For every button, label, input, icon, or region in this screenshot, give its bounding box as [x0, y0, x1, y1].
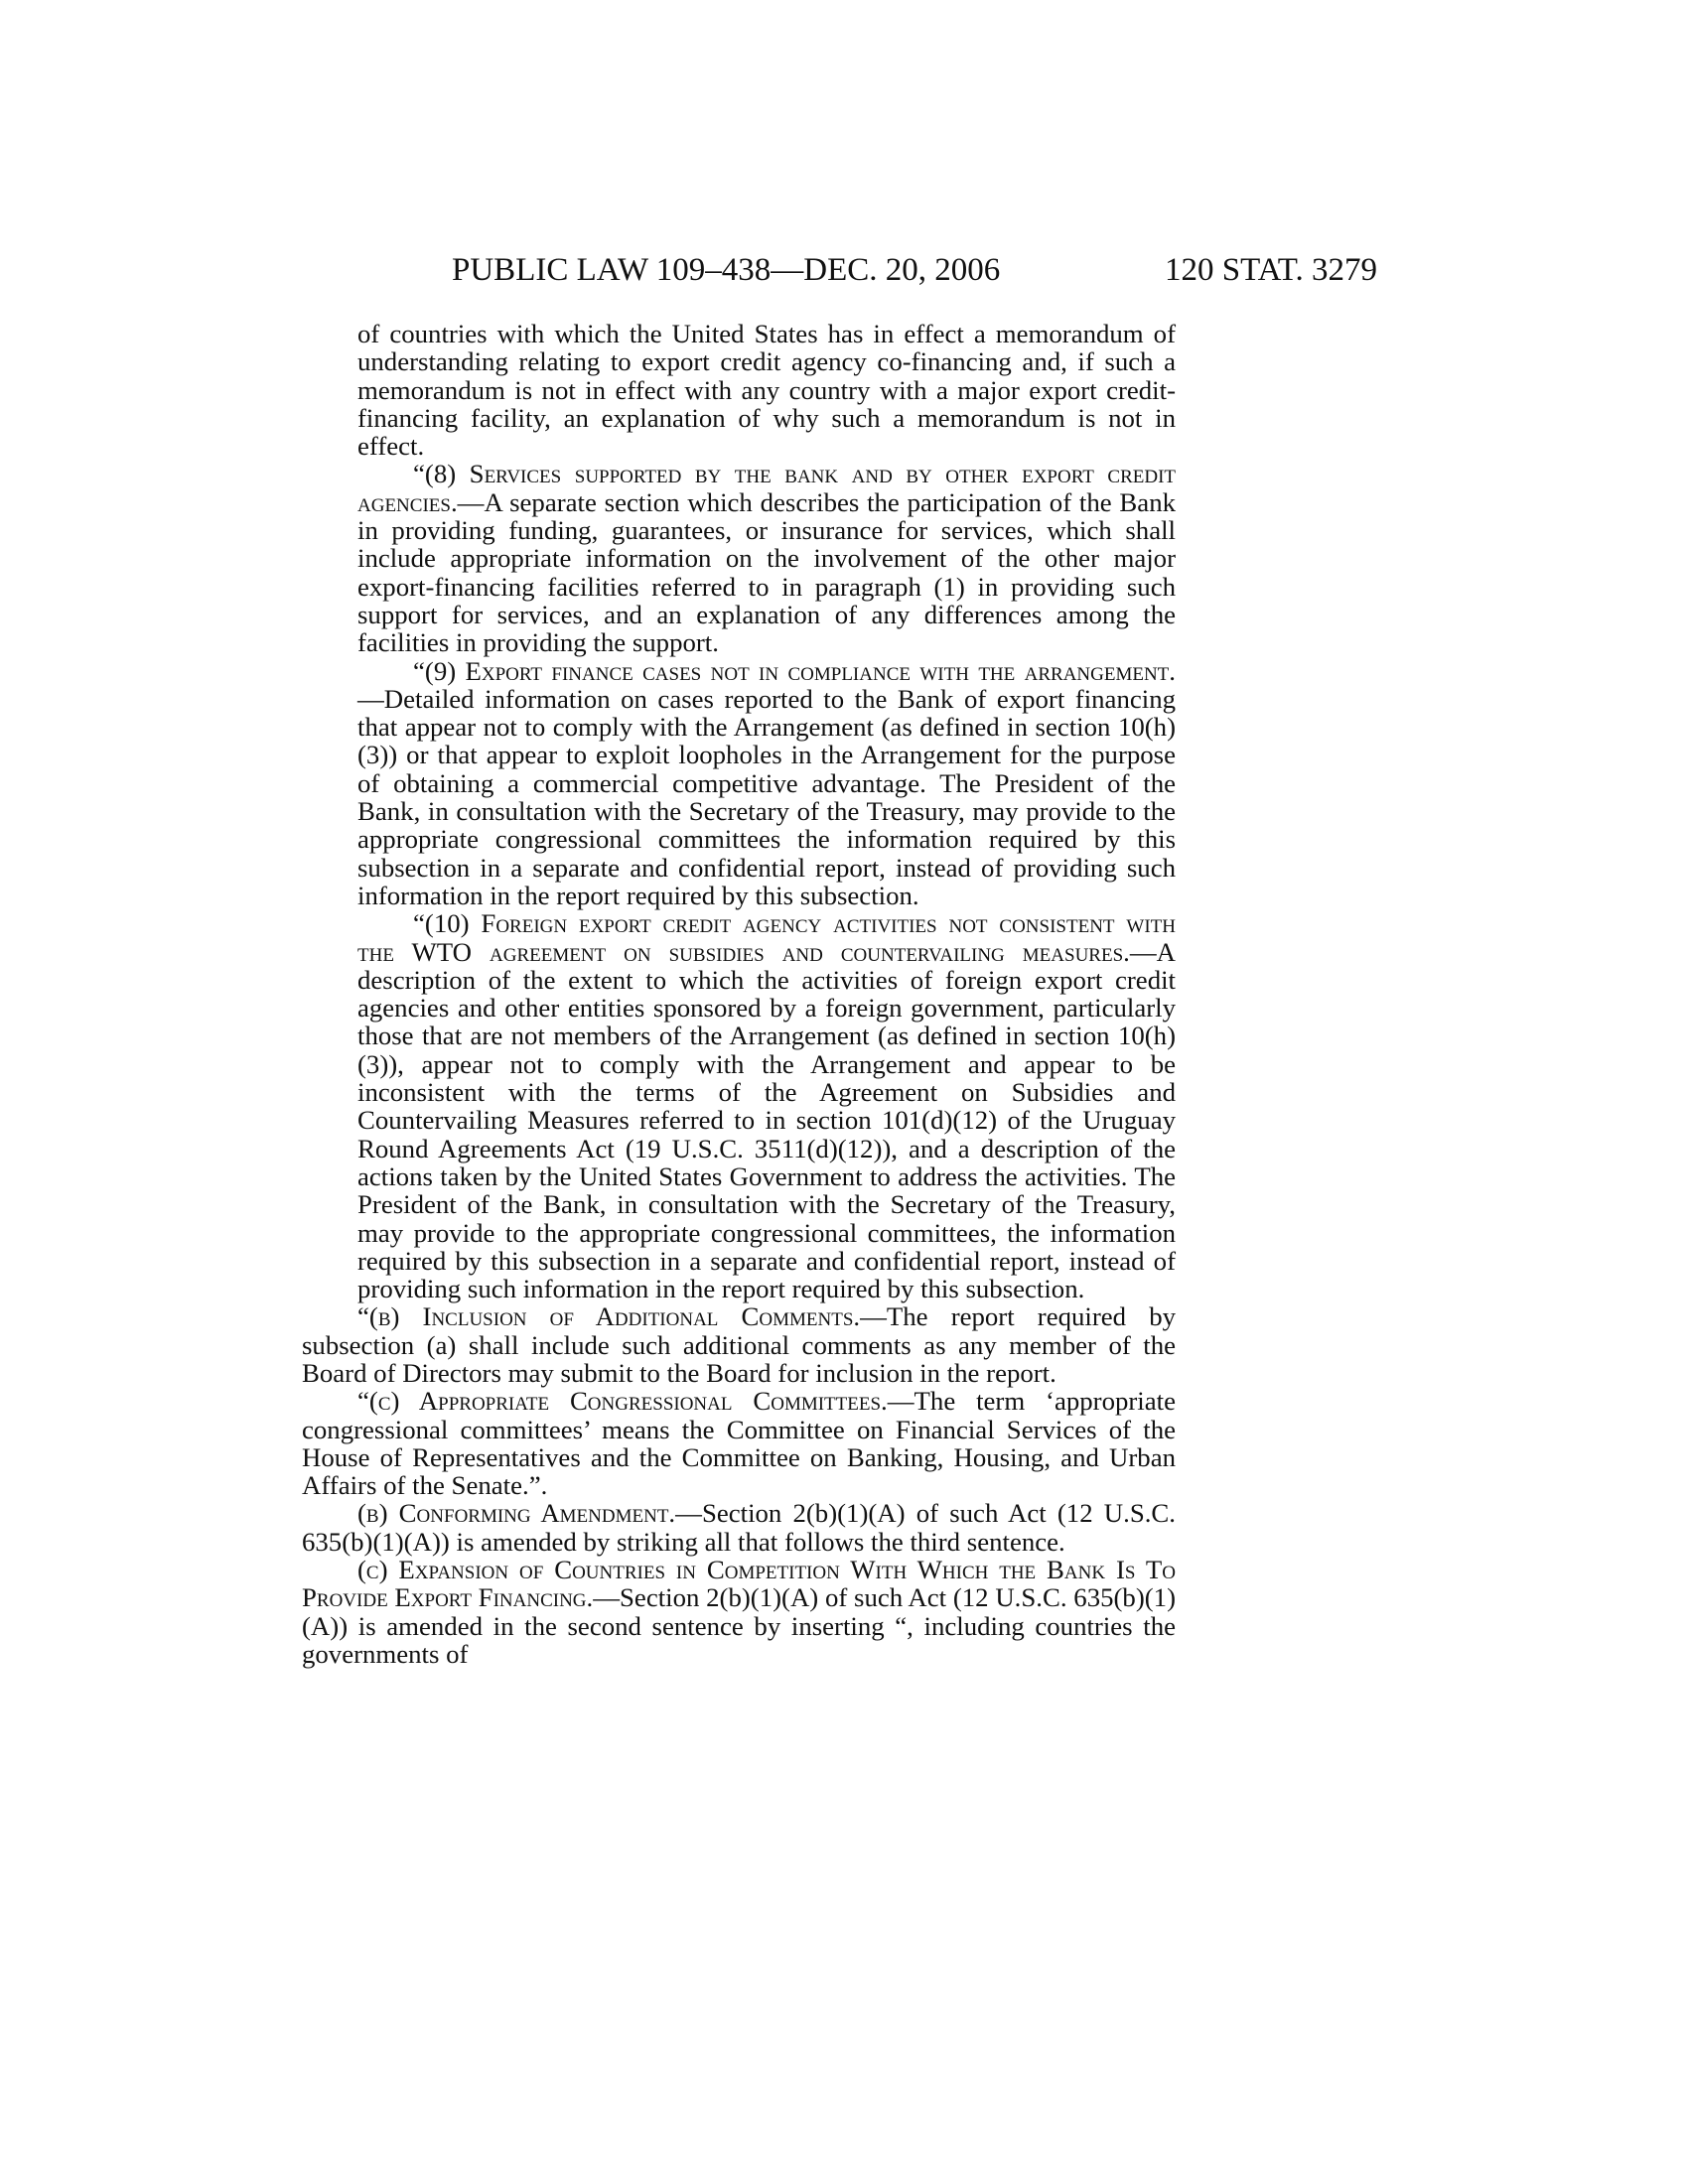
conforming-amendment — [302, 1499, 1176, 1556]
body-text — [302, 320, 1176, 1668]
paragraph-7-text: of countries with which the United States has in effect a memorandum of understanding relating to export credit agency co-financing and, if such a memorandum is not in effect with any country with a major export credit-financing facility, an explanation of why such a memorandum is not in effect. — [357, 319, 1176, 462]
conforming-amendment-text: —Section 2(b)(1)(A) of such Act (12 U.S.C. 635(b)(1)(A)) is amended by striking all that follows the third sentence. — [302, 1498, 1176, 1557]
subsection-c — [302, 1387, 1176, 1499]
header-law-citation: PUBLIC LAW 109–438—DEC. 20, 2006 — [452, 252, 1001, 288]
subsection-a-paragraphs — [302, 320, 1176, 1302]
paragraph-9 — [357, 657, 1176, 910]
expansion-of-countries-text: —Section 2(b)(1)(A) of such Act (12 U.S.C. 635(b)(1)(A)) is amended in the second sentence by inserting “, including countries the governments of — [302, 1582, 1176, 1669]
subsection-b — [302, 1302, 1176, 1387]
paragraph-10 — [357, 909, 1176, 1302]
paragraph-10-text: —A description of the extent to which the activities of foreign export credit agencies and other entities sponsored by a foreign government, particularly those that are not members of the Arrangement (as defined in section 10(h)(3)), appear not to comply with the Arrangement and appear to be inconsistent with the terms of the Agreement on Subsidies and Countervailing Measures referred to in section 101(d)(12) of the Uruguay Round Agreements Act (19 U.S.C. 3511(d)(12)), and a description of the actions taken by the United States Government to address the activities. The President of the Bank, in consultation with the Secretary of the Treasury, may provide to the appropriate congressional committees, the information required by this subsection in a separate and confidential report, instead of providing such information in the report required by this subsection. — [357, 936, 1176, 1304]
paragraph-8 — [357, 460, 1176, 656]
subsection-b-text: —The report required by subsection (a) shall include such additional comments as any member of the Board of Directors may submit to the Board for inclusion in the report. — [302, 1301, 1176, 1388]
expansion-of-countries-heading: (c) Expansion of Countries in Competition With Which the Bank Is To Provide Export Financing. — [302, 1555, 1176, 1613]
subsection-c-text: —The term ‘appropriate congressional committees’ means the Committee on Financial Services of the House of Representatives and the Committee on Banking, Housing, and Urban Affairs of the Senate.”. — [302, 1386, 1176, 1501]
paragraph-10-heading: “(10) Foreign export credit agency activities not consistent with the WTO agreement on subsidies and countervailing measures. — [357, 908, 1176, 967]
conforming-amendment-heading: (b) Conforming Amendment. — [357, 1498, 676, 1529]
paragraph-9-text: —Detailed information on cases reported to the Bank of export financing that appear not to comply with the Arrangement (as defined in section 10(h)(3)) or that appear to exploit loopholes in the Arrangement for the purpose of obtaining a commercial competitive advantage. The President of the Bank, in consultation with the Secretary of the Treasury, may provide to the appropriate congressional committees the information required by this subsection in a separate and confidential report, instead of providing such information in the report required by this subsection. — [357, 683, 1176, 910]
subsection-c-heading: “(c) Appropriate Congressional Committees. — [357, 1386, 888, 1417]
paragraph-8-heading: “(8) Services supported by the bank and by other export credit agencies. — [357, 459, 1176, 517]
header-stat-page: 120 STAT. 3279 — [1164, 252, 1377, 288]
running-header — [452, 250, 1377, 294]
expansion-of-countries — [302, 1556, 1176, 1668]
paragraph-7-continued — [357, 320, 1176, 460]
subsection-b-heading: “(b) Inclusion of Additional Comments. — [357, 1301, 861, 1332]
paragraph-8-text: —A separate section which describes the participation of the Bank in providing funding, guarantees, or insurance for services, which shall include appropriate information on the involvement of the other major export-financing facilities referred to in paragraph (1) in providing such support for services, and an explanation of any differences among the facilities in providing the support. — [357, 486, 1176, 658]
paragraph-9-heading: “(9) Export finance cases not in compliance with the arrangement. — [413, 655, 1176, 686]
